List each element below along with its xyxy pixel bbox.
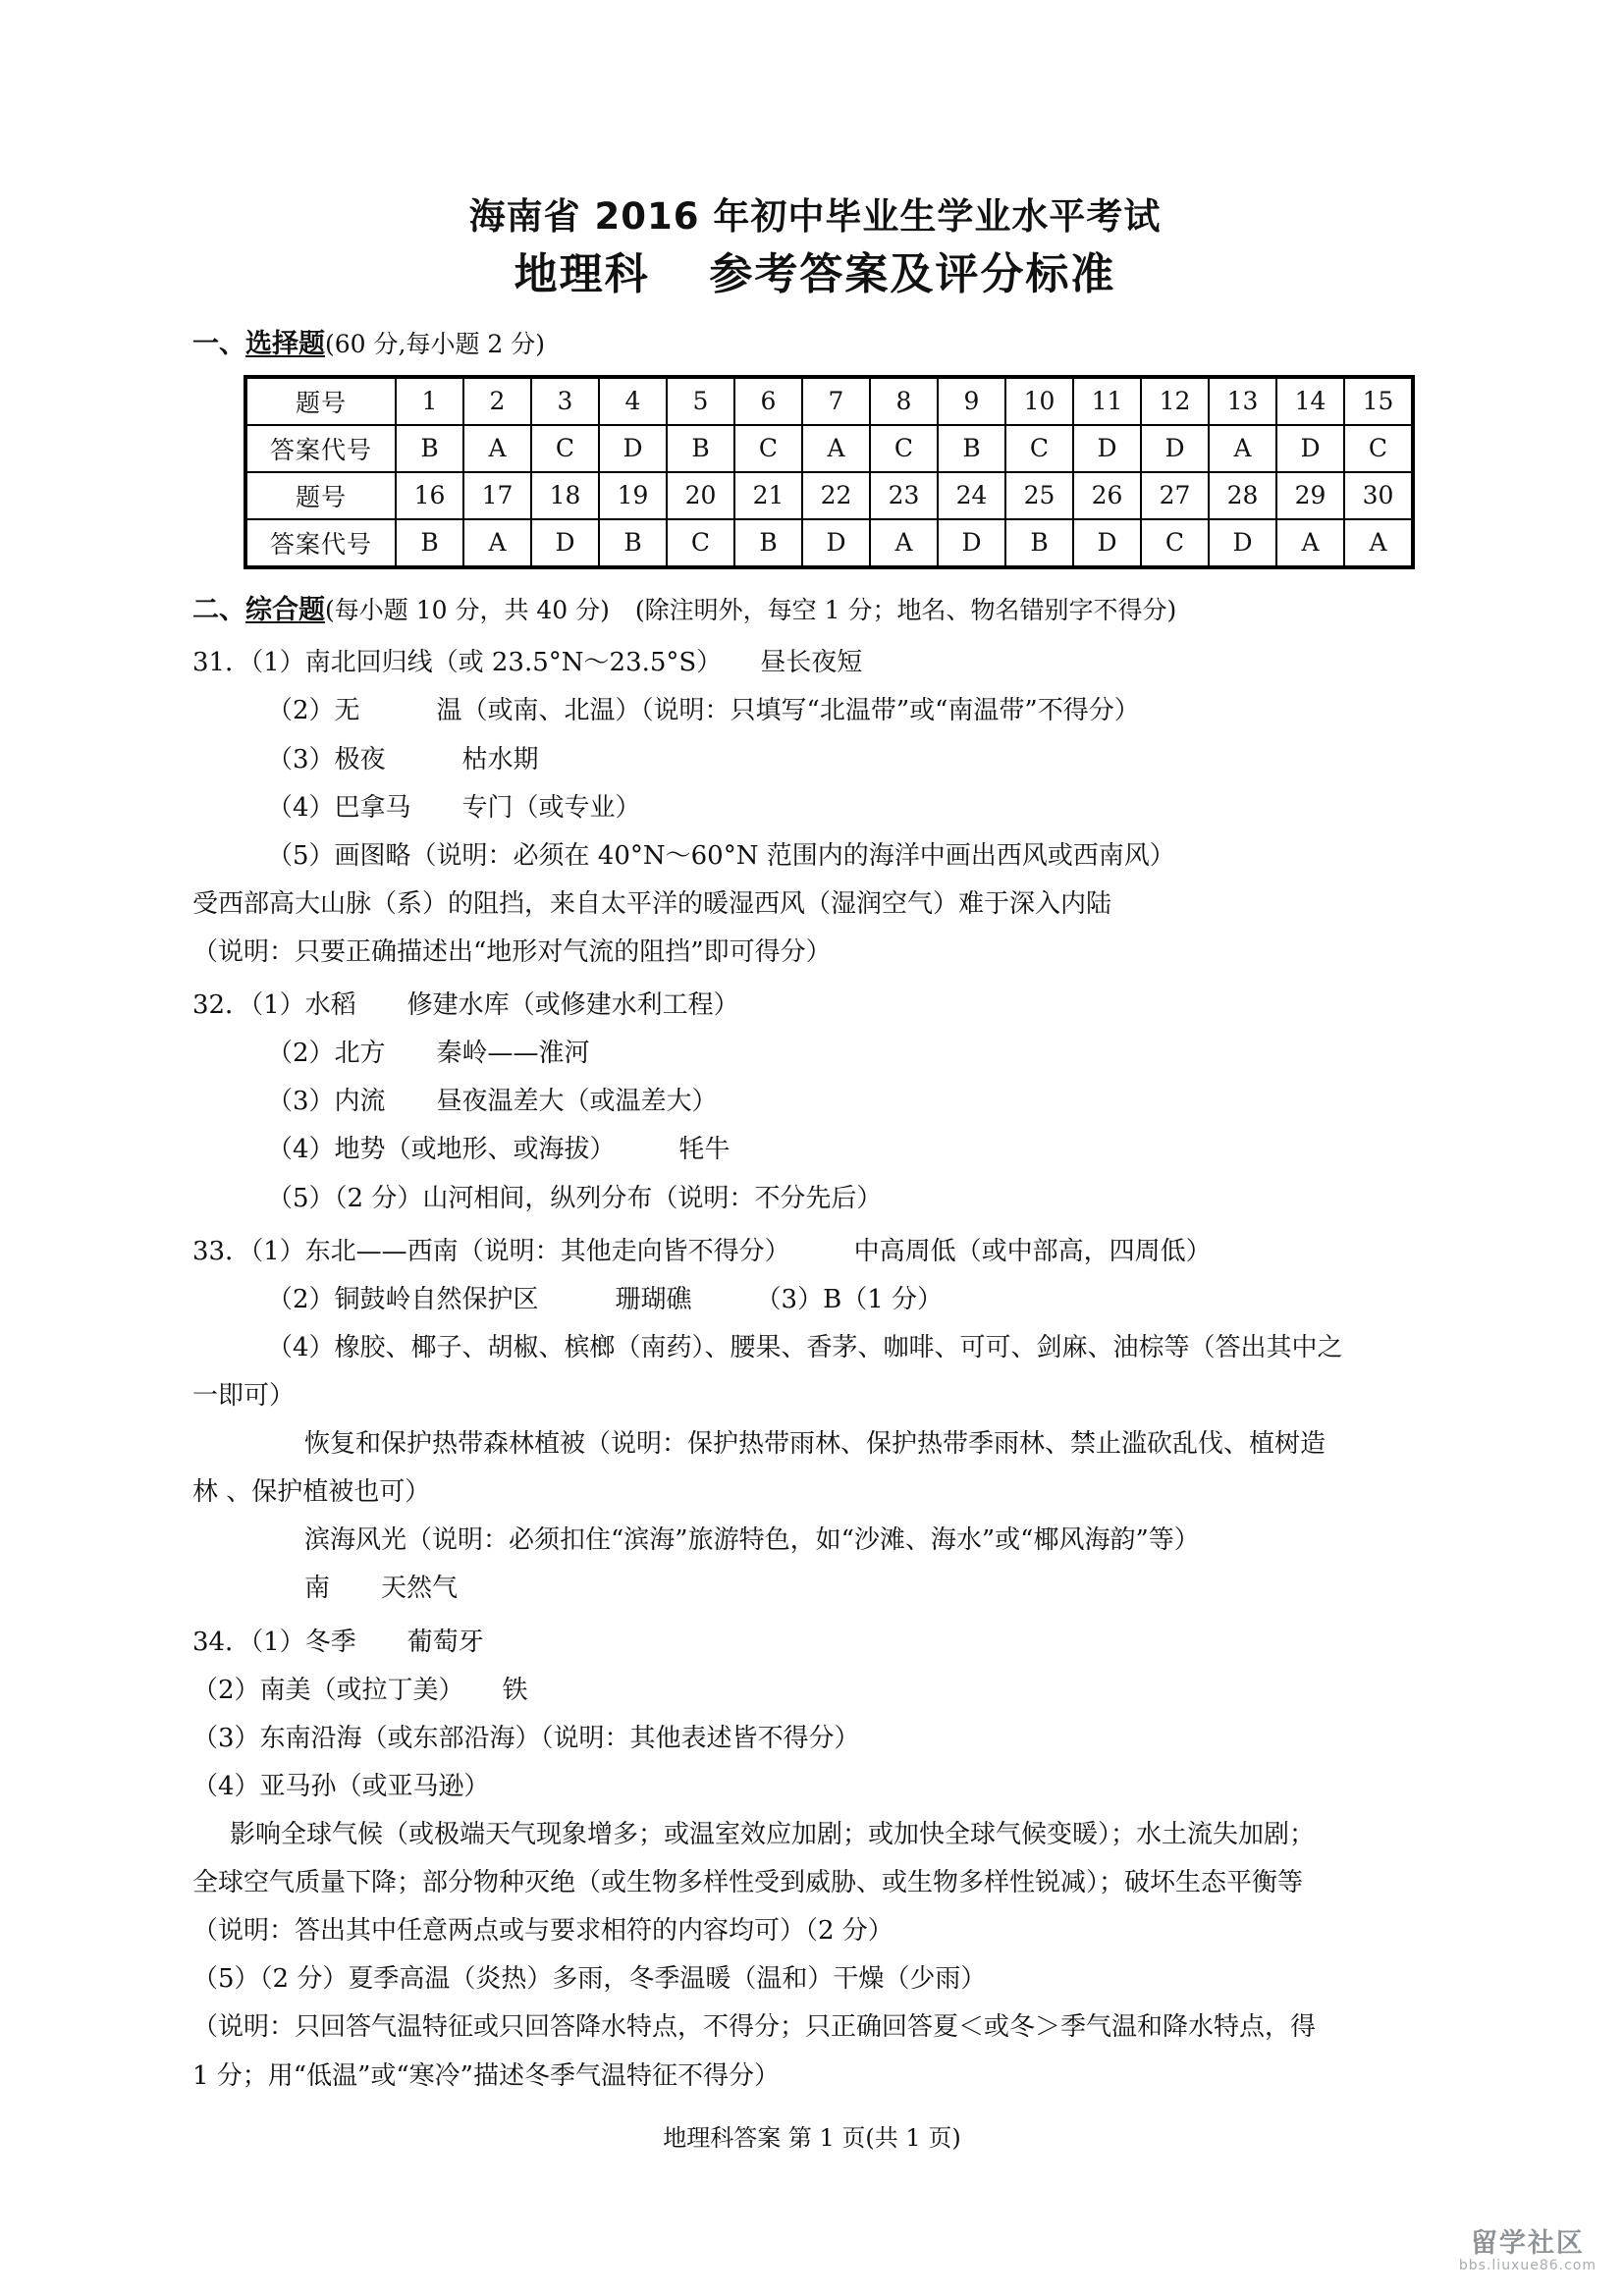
row-header-answer: 答案代号	[245, 425, 396, 472]
table-cell: 24	[938, 472, 1005, 519]
table-cell: D	[802, 519, 870, 567]
table-row	[245, 472, 1413, 519]
table-cell: C	[531, 425, 599, 472]
table-cell: 25	[1005, 472, 1073, 519]
answer-line-34-4: （4）亚马孙（或亚马逊）	[192, 1771, 490, 1801]
answer-table-body	[245, 377, 1413, 567]
table-cell: C	[870, 425, 938, 472]
section-two-number: 二、	[192, 594, 245, 625]
table-cell: 28	[1209, 472, 1276, 519]
answer-line-34-2: （2）南美（或拉丁美） 铁	[192, 1675, 528, 1705]
answer-line-31-5: （5）画图略（说明：必须在 40°N～60°N 范围内的海洋中画出西风或西南风）	[267, 840, 1175, 871]
table-cell: 21	[734, 472, 802, 519]
answer-line-34-9: （说明：只回答气温特征或只回答降水特点，不得分；只正确回答夏＜或冬＞季气温和降水特点，得	[192, 2012, 1317, 2043]
table-cell: 30	[1344, 472, 1413, 519]
table-cell: D	[1073, 425, 1141, 472]
table-cell: B	[667, 425, 734, 472]
table-cell: B	[734, 519, 802, 567]
watermark-title: 留学社区	[1470, 2228, 1585, 2260]
section-one-label: 选择题	[245, 329, 325, 360]
answer-table-wrap	[244, 375, 1394, 569]
answer-line-32-4: （4）地势（或地形、或海拔） 牦牛	[267, 1135, 731, 1165]
answer-line-32-2: （2）北方 秦岭——淮河	[267, 1039, 590, 1069]
table-cell: 19	[599, 472, 667, 519]
table-cell: 11	[1073, 377, 1141, 425]
table-cell: D	[599, 425, 667, 472]
page-content	[192, 192, 1437, 2097]
table-cell: 2	[463, 377, 531, 425]
answer-line-31-1: 31．（1）南北回归线（或 23.5°N～23.5°S） 昼长夜短	[192, 648, 863, 678]
table-cell: 22	[802, 472, 870, 519]
table-cell: B	[396, 425, 463, 472]
answer-line-34-8: （5）（2 分）夏季高温（炎热）多雨，冬季温暖（温和）干燥（少雨）	[192, 1964, 987, 1995]
table-cell: C	[667, 519, 734, 567]
table-cell: 3	[531, 377, 599, 425]
answer-line-33-1: 33．（1）东北——西南（说明：其他走向皆不得分） 中高周低（或中部高，四周低）	[192, 1236, 1212, 1266]
table-cell: 23	[870, 472, 938, 519]
table-cell: D	[1209, 519, 1276, 567]
table-cell: A	[802, 425, 870, 472]
table-cell: A	[463, 425, 531, 472]
row-header-question: 题号	[245, 472, 396, 519]
table-cell: 26	[1073, 472, 1141, 519]
table-cell: 29	[1276, 472, 1344, 519]
table-cell: A	[870, 519, 938, 567]
row-header-question: 题号	[245, 377, 396, 425]
answer-line-31-2: （2）无 温（或南、北温）（说明：只填写“北温带”或“南温带”不得分）	[267, 696, 1140, 726]
section-two-heading	[192, 591, 1437, 631]
table-cell: C	[1344, 425, 1413, 472]
table-cell: 1	[396, 377, 463, 425]
table-cell: D	[938, 519, 1005, 567]
table-cell: A	[463, 519, 531, 567]
table-cell: 10	[1005, 377, 1073, 425]
table-cell: 27	[1141, 472, 1209, 519]
answer-line-31-4: （4）巴拿马 专门（或专业）	[267, 792, 641, 823]
table-cell: C	[1005, 425, 1073, 472]
table-cell: 20	[667, 472, 734, 519]
table-cell: C	[734, 425, 802, 472]
answer-line-32-3: （3）内流 昼夜温差大（或温差大）	[267, 1087, 718, 1117]
table-cell: C	[1141, 519, 1209, 567]
table-cell: A	[1344, 519, 1413, 567]
answer-line-33-2: （2）铜鼓岭自然保护区 珊瑚礁 （3）B（1 分）	[267, 1284, 943, 1314]
table-cell: D	[1141, 425, 1209, 472]
table-cell: 9	[938, 377, 1005, 425]
table-cell: B	[1005, 519, 1073, 567]
answer-line-33-6: 林 、保护植被也可）	[192, 1477, 431, 1508]
site-watermark	[1459, 2229, 1597, 2274]
table-cell: 6	[734, 377, 802, 425]
answer-line-31-3: （3）极夜 枯水期	[267, 744, 539, 774]
answer-line-31-6: 受西部高大山脉（系）的阻挡，来自太平洋的暖湿西风（湿润空气）难于深入内陆	[192, 888, 1112, 919]
row-header-answer: 答案代号	[245, 519, 396, 567]
section-one-note: (60 分,每小题 2 分)	[325, 330, 546, 359]
answer-line-34-7: （说明：答出其中任意两点或与要求相符的内容均可）（2 分）	[192, 1916, 893, 1947]
watermark-url: bbs.liuxue86.com	[1458, 2258, 1597, 2274]
section-two-label: 综合题	[245, 594, 325, 625]
table-cell: 17	[463, 472, 531, 519]
answer-line-32-1: 32．（1）水稻 修建水库（或修建水利工程）	[192, 990, 739, 1021]
table-cell: D	[1073, 519, 1141, 567]
table-cell: D	[1276, 425, 1344, 472]
table-cell: A	[1209, 425, 1276, 472]
answer-line-33-5: 恢复和保护热带森林植被（说明：保护热带雨林、保护热带季雨林、禁止滥砍乱伐、植树造	[304, 1429, 1326, 1460]
table-cell: 16	[396, 472, 463, 519]
answer-line-34-5: 影响全球气候（或极端天气现象增多；或温室效应加剧；或加快全球气候变暖）；水土流失加剧；	[230, 1819, 1316, 1849]
answer-line-33-8: 南 天然气	[304, 1574, 459, 1604]
subject-title: 地理科	[514, 248, 650, 299]
answer-line-34-10: 1 分；用“低温”或“寒冷”描述冬季气温特征不得分）	[192, 2060, 780, 2091]
table-cell: 12	[1141, 377, 1209, 425]
answer-line-34-3: （3）东南沿海（或东部沿海）（说明：其他表述皆不得分）	[192, 1723, 860, 1753]
table-cell: 15	[1344, 377, 1413, 425]
answer-line-33-3: （4）橡胶、椰子、胡椒、槟榔（南药）、腰果、香茅、咖啡、可可、剑麻、油棕等（答出其中之	[267, 1332, 1343, 1362]
answer-line-33-4: 一即可）	[192, 1380, 296, 1411]
page-footer: 地理科答案 第 1 页(共 1 页)	[663, 2124, 961, 2152]
answer-table	[244, 375, 1415, 569]
table-cell: B	[396, 519, 463, 567]
table-cell: B	[599, 519, 667, 567]
table-cell: 5	[667, 377, 734, 425]
subtitle-suffix: 参考答案及评分标准	[709, 248, 1116, 299]
page-subtitle	[192, 245, 1437, 303]
table-cell: 7	[802, 377, 870, 425]
answer-line-32-5: （5）（2 分）山河相间，纵列分布（说明：不分先后）	[267, 1183, 883, 1213]
table-row	[245, 519, 1413, 567]
answer-line-34-1: 34．（1）冬季 葡萄牙	[192, 1627, 484, 1657]
answer-line-31-7: （说明：只要正确描述出“地形对气流的阻挡”即可得分）	[192, 936, 832, 967]
page-title: 海南省 2016 年初中毕业生学业水平考试	[468, 195, 1162, 238]
table-cell: 8	[870, 377, 938, 425]
table-cell: 14	[1276, 377, 1344, 425]
answer-line-34-6: 全球空气质量下降；部分物种灭绝（或生物多样性受到威胁、或生物多样性锐减）；破坏生态平衡等	[192, 1868, 1304, 1898]
section-two-note-extra: (除注明外，每空 1 分；地名、物名错别字不得分)	[634, 595, 1177, 624]
table-cell: B	[938, 425, 1005, 472]
table-cell: 18	[531, 472, 599, 519]
section-one-heading	[192, 325, 1437, 365]
table-cell: 4	[599, 377, 667, 425]
table-row	[245, 425, 1413, 472]
section-one-number: 一、	[192, 329, 245, 360]
table-cell: D	[531, 519, 599, 567]
table-cell: 13	[1209, 377, 1276, 425]
answer-line-33-7: 滨海风光（说明：必须扣住“滨海”旅游特色，如“沙滩、海水”或“椰风海韵”等）	[304, 1525, 1200, 1556]
table-cell: A	[1276, 519, 1344, 567]
section-two-note: (每小题 10 分，共 40 分)	[325, 595, 610, 624]
table-row	[245, 377, 1413, 425]
